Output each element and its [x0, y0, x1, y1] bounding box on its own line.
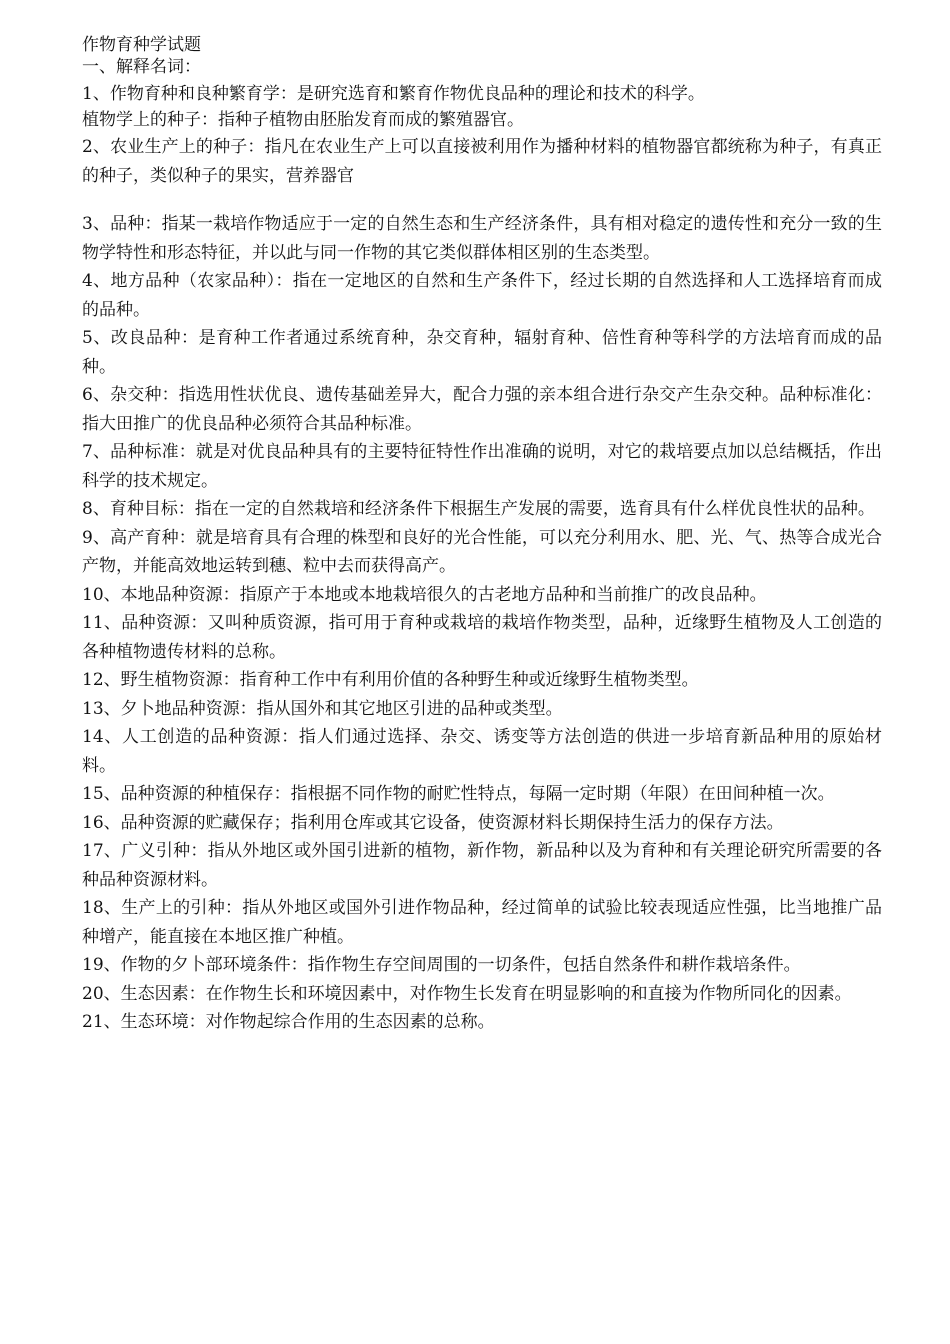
entry-20: 20、生态因素：在作物生长和环境因素中，对作物生长发育在明显影响的和直接为作物所同化的因素。 [82, 983, 852, 1004]
entry-8: 8、育种目标：指在一定的自然栽培和经济条件下根据生产发展的需要，选育具有什么样优良性状的品种。 [82, 499, 875, 519]
entry-21: 21、生态环境：对作物起综合作用的生态因素的总称。 [82, 1012, 495, 1032]
entry-4: 4、地方品种（农家品种）：指在一定地区的自然和生产条件下，经过长期的自然选择和人工选择培育而成的品种。 [82, 271, 882, 320]
document-title: 作物育种学试题 [82, 35, 201, 55]
entry-12: 12、野生植物资源：指育种工作中有利用价值的各种野生种或近缘野生植物类型。 [82, 670, 699, 690]
entry-6: 6、杂交种：指选用性状优良、遗传基础差异大，配合力强的亲本组合进行杂交产生杂交种。品种标准化：指大田推广的优良品种必须符合其品种标准。 [82, 385, 882, 434]
entry-7: 7、品种标准：就是对优良品种具有的主要特征特性作出准确的说明，对它的栽培要点加以总结概括，作出科学的技术规定。 [82, 442, 882, 491]
document-page [82, 34, 882, 1037]
entry-18: 18、生产上的引种：指从外地区或国外引进作物品种，经过简单的试验比较表现适应性强，比当地推广品种增产，能直接在本地区推广种植。 [82, 898, 882, 947]
section-heading: 一、解释名词： [82, 57, 201, 77]
entry-seed-botany: 植物学上的种子：指种子植物由胚胎发育而成的繁殖器官。 [82, 110, 524, 130]
entry-3: 3、品种：指某一栽培作物适应于一定的自然生态和生产经济条件，具有相对稳定的遗传性和充分一致的生物学特性和形态特征，并以此与同一作物的其它类似群体相区别的生态类型。 [82, 214, 882, 263]
entry-2: 2、农业生产上的种子：指凡在农业生产上可以直接被利用作为播种材料的植物器官都统称为种子，有真正的种子，类似种子的果实，营养器官 [82, 137, 882, 186]
entry-17: 17、广义引种：指从外地区或外国引进新的植物，新作物，新品种以及为育种和有关理论研究所需要的各种品种资源材料。 [82, 841, 882, 890]
entry-15: 15、品种资源的种植保存：指根据不同作物的耐贮性特点，每隔一定时期（年限）在田间种植一次。 [82, 784, 835, 804]
entry-19: 19、作物的夕卜部环境条件：指作物生存空间周围的一切条件，包括自然条件和耕作栽培条件。 [82, 955, 801, 975]
entry-9: 9、高产育种：就是培育具有合理的株型和良好的光合性能，可以充分利用水、肥、光、气、热等合成光合产物，并能高效地运转到穗、粒中去而获得高产。 [82, 527, 882, 576]
blank-line [82, 190, 882, 210]
entry-14: 14、人工创造的品种资源：指人们通过选择、杂交、诱变等方法创造的供进一步培育新品种用的原始材料。 [82, 727, 882, 776]
entry-1: 1、作物育种和良种繁育学：是研究选育和繁育作物优良品种的理论和技术的科学。 [82, 84, 705, 104]
entry-5: 5、改良品种：是育种工作者通过系统育种，杂交育种，辐射育种、倍性育种等科学的方法培育而成的品种。 [82, 328, 882, 377]
entry-10: 10、本地品种资源：指原产于本地或本地栽培很久的古老地方品种和当前推广的改良品种。 [82, 584, 767, 605]
entry-11: 11、品种资源：又叫种质资源，指可用于育种或栽培的栽培作物类型，品种，近缘野生植物及人工创造的各种植物遗传材料的总称。 [82, 613, 882, 662]
entry-13: 13、夕卜地品种资源：指从国外和其它地区引进的品种或类型。 [82, 698, 563, 719]
entry-16: 16、品种资源的贮藏保存；指利用仓库或其它设备，使资源材料长期保持生活力的保存方法。 [82, 812, 784, 833]
